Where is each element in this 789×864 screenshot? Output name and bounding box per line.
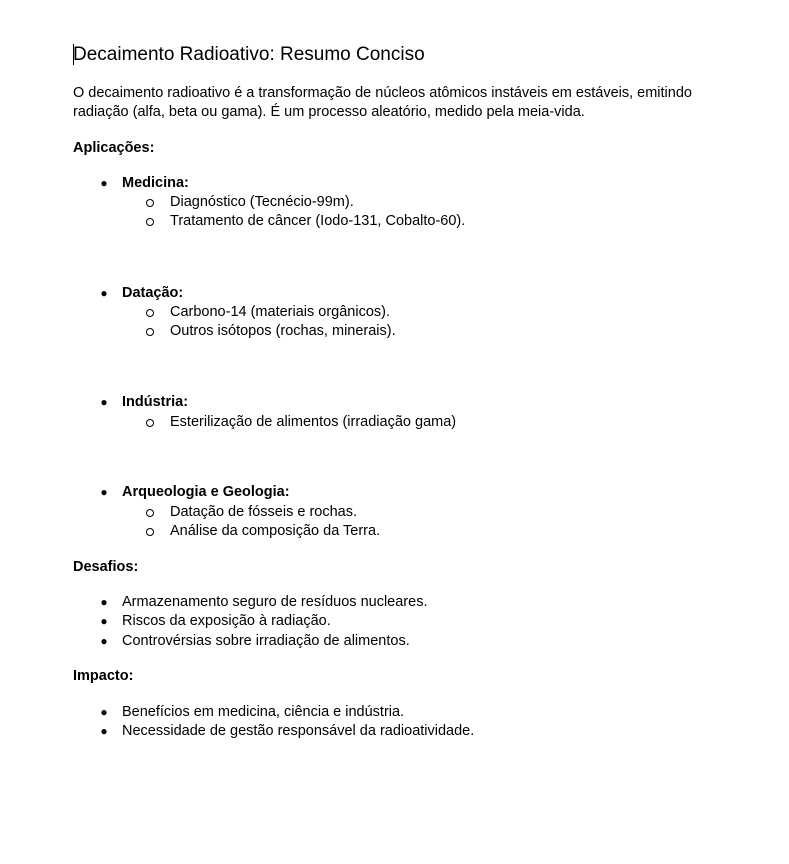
- sub-item-text: Esterilização de alimentos (irradiação gama): [170, 414, 457, 430]
- circle-bullet-icon: [146, 528, 154, 536]
- challenges-heading[interactable]: Desafios:: [73, 559, 139, 575]
- list-item-text: Controvérsias sobre irradiação de alimentos.: [122, 633, 410, 649]
- dating-label: Datação:: [122, 285, 184, 301]
- list-item-text: Necessidade de gestão responsável da radioatividade.: [122, 723, 475, 739]
- intro-paragraph[interactable]: O decaimento radioativo é a transformação de núcleos atômicos instáveis em estáveis, emitindo radiação (alfa, beta ou gama). É um processo aleatório, medido pela meia-vida.: [73, 85, 692, 120]
- applications-heading[interactable]: Aplicações:: [73, 140, 155, 156]
- industry-label: Indústria:: [122, 394, 189, 410]
- bullet-icon: ●: [100, 705, 108, 719]
- sub-item-text: Análise da composição da Terra.: [170, 523, 381, 539]
- sub-item-text: Diagnóstico (Tecnécio-99m).: [170, 194, 354, 210]
- medicine-label: Medicina:: [122, 175, 189, 191]
- bullet-icon: ●: [100, 485, 108, 499]
- list-item-text: Armazenamento seguro de resíduos nucleares.: [122, 594, 428, 610]
- circle-bullet-icon: [146, 419, 154, 427]
- bullet-icon: ●: [100, 614, 108, 628]
- sub-item-text: Outros isótopos (rochas, minerais).: [170, 323, 396, 339]
- sub-item-text: Datação de fósseis e rochas.: [170, 504, 357, 520]
- bullet-icon: ●: [100, 395, 108, 409]
- bullet-icon: ●: [100, 634, 108, 648]
- circle-bullet-icon: [146, 218, 154, 226]
- sub-item-text: Tratamento de câncer (Iodo-131, Cobalto-60).: [170, 213, 466, 229]
- circle-bullet-icon: [146, 328, 154, 336]
- document-title[interactable]: Decaimento Radioativo: Resumo Conciso: [73, 44, 425, 65]
- circle-bullet-icon: [146, 509, 154, 517]
- bullet-icon: ●: [100, 595, 108, 609]
- archaeology-label: Arqueologia e Geologia:: [122, 484, 290, 500]
- circle-bullet-icon: [146, 199, 154, 207]
- circle-bullet-icon: [146, 309, 154, 317]
- bullet-icon: ●: [100, 724, 108, 738]
- list-item-text: Benefícios em medicina, ciência e indústria.: [122, 704, 405, 720]
- sub-item-text: Carbono-14 (materiais orgânicos).: [170, 304, 391, 320]
- impact-heading[interactable]: Impacto:: [73, 668, 134, 684]
- list-item-text: Riscos da exposição à radiação.: [122, 613, 331, 629]
- bullet-icon: ●: [100, 286, 108, 300]
- bullet-icon: ●: [100, 176, 108, 190]
